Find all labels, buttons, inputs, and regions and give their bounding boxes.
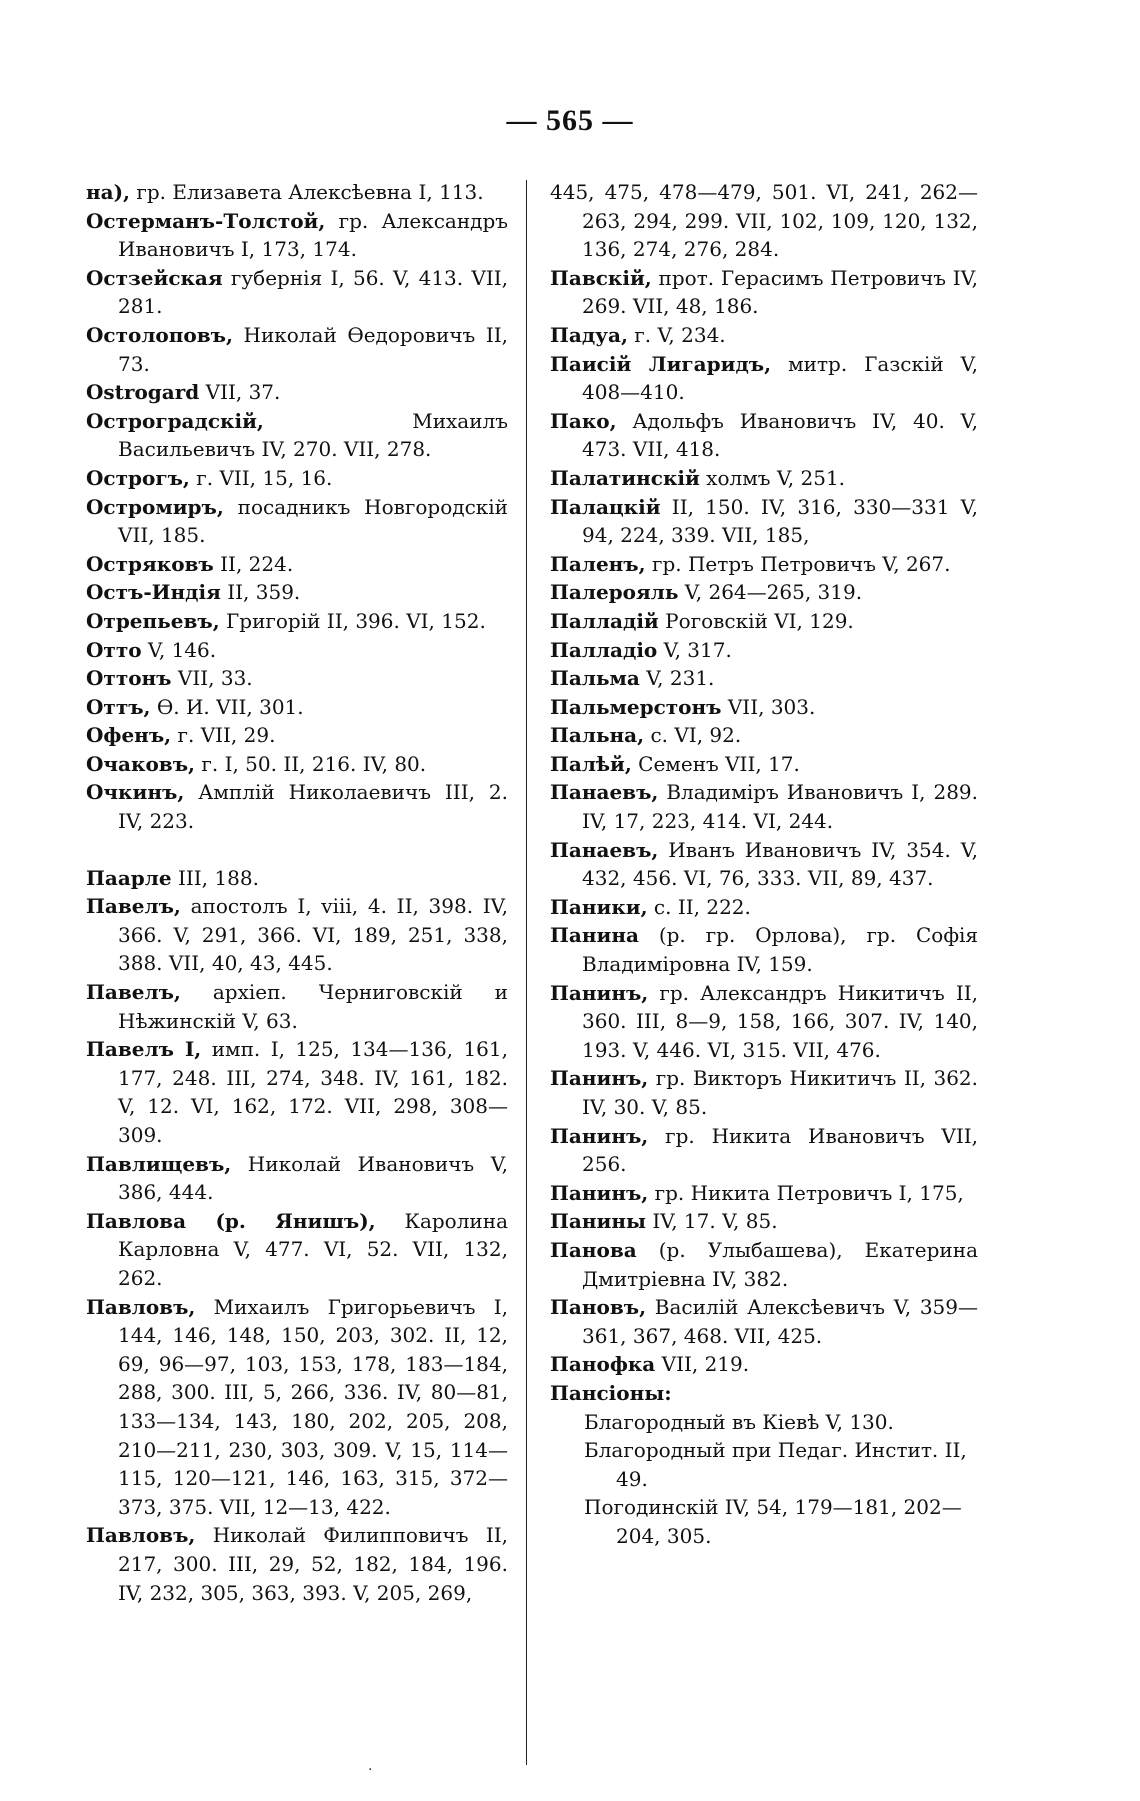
index-entry — [86, 1521, 508, 1607]
index-entry — [550, 1236, 978, 1293]
index-entry — [86, 264, 508, 321]
section-gap — [86, 836, 508, 864]
index-entry — [550, 178, 978, 264]
entry-references: Адольфъ Ивановичъ IV, 40. V, 473. VII, 418. — [582, 408, 978, 462]
entry-references: II, 359. — [220, 580, 301, 605]
index-entry — [86, 693, 508, 722]
index-entry — [550, 921, 978, 978]
entry-headword: Палерояль — [550, 580, 679, 605]
index-entry — [86, 578, 508, 607]
entry-references: гр. Елизавета Алексѣевна I, 113. — [130, 180, 484, 204]
entry-headword: Остъ-Индія — [86, 580, 221, 605]
entry-references: VII, 303. — [721, 694, 816, 719]
entry-references: Владиміръ Ивановичъ I, 289. IV, 17, 223, 414. VI, 244. — [582, 780, 978, 834]
sub-entry: Благородный при Педаг. Инстит. II, 49. — [584, 1438, 967, 1491]
entry-references: Ѳ. И. VII, 301. — [150, 694, 304, 719]
entry-references: с. VI, 92. — [644, 723, 742, 748]
index-entry — [86, 864, 508, 893]
index-entry — [86, 721, 508, 750]
entry-references: с. II, 222. — [647, 894, 751, 919]
index-entry — [550, 264, 978, 321]
entry-headword: Пансіоны: — [550, 1380, 672, 1405]
entry-headword: Остроградскій, — [86, 408, 264, 433]
index-entry — [550, 464, 978, 493]
entry-references: гр. Александръ Ивановичъ I, 173, 174. — [118, 208, 508, 262]
entry-headword: Очаковъ, — [86, 751, 196, 776]
index-entry — [86, 550, 508, 579]
entry-references: имп. I, 125, 134—136, 161, 177, 248. III, 274, 348. IV, 161, 182. V, 12. VI, 162, 172. VII, 298, 308—309. — [118, 1037, 508, 1147]
entry-headword: Пальма — [550, 666, 640, 691]
entry-headword: Остерманъ-Толстой, — [86, 208, 326, 233]
entry-headword: Офенъ, — [86, 723, 172, 748]
index-entry — [550, 836, 978, 893]
entry-headword: Паарле — [86, 865, 172, 890]
entry-headword: Панова — [550, 1237, 637, 1262]
entry-headword: Панина — [550, 923, 639, 948]
entry-headword: Палладіо — [550, 637, 658, 662]
entry-headword: Панаевъ, — [550, 837, 659, 862]
sub-entry: Благородный въ Кіевѣ V, 130. — [584, 1409, 894, 1434]
entry-headword: Оттъ, — [86, 694, 151, 719]
entry-headword: на), — [86, 180, 131, 204]
entry-headword: Паленъ, — [550, 551, 646, 576]
entry-headword: Павелъ I, — [86, 1037, 202, 1062]
index-entry — [550, 778, 978, 835]
entry-references: Роговскій VI, 129. — [658, 608, 854, 633]
entry-headword: Панофка — [550, 1352, 656, 1377]
index-entry — [550, 550, 978, 579]
index-entry — [550, 493, 978, 550]
index-entry — [86, 1293, 508, 1522]
entry-references: 445, 475, 478—479, 501. VI, 241, 262—263, 294, 299. VII, 102, 109, 120, 132, 136, 274, 276, 284. — [550, 180, 978, 262]
entry-headword: Паники, — [550, 894, 648, 919]
entry-headword: Павловъ, — [86, 1294, 196, 1319]
index-entry — [550, 1379, 978, 1408]
index-entry — [550, 721, 978, 750]
entry-references: гр. Петръ Петровичъ V, 267. — [645, 551, 951, 576]
entry-headword: Пальмерстонъ — [550, 694, 722, 719]
entry-references: митр. Газскій V, 408—410. — [582, 351, 978, 405]
index-entry — [550, 350, 978, 407]
entry-references: V, 231. — [639, 666, 715, 691]
entry-references: холмъ V, 251. — [699, 465, 846, 490]
index-entry — [550, 893, 978, 922]
index-entry — [86, 607, 508, 636]
entry-headword: Отрепьевъ, — [86, 608, 220, 633]
index-entry — [86, 207, 508, 264]
entry-references: Семенъ VII, 17. — [631, 751, 800, 776]
entry-headword: Павлищевъ, — [86, 1151, 232, 1176]
index-entry — [550, 1350, 978, 1379]
index-entry — [86, 321, 508, 378]
index-entry — [550, 979, 978, 1065]
index-entry — [86, 407, 508, 464]
index-entry — [86, 778, 508, 835]
entry-references: архіеп. Черниговскій и Нѣжинскій V, 63. — [118, 980, 508, 1033]
entry-references: губернія I, 56. V, 413. VII, 281. — [118, 265, 508, 319]
entry-headword: Панинъ, — [550, 980, 649, 1005]
entry-headword: Паисій Лигаридъ, — [550, 351, 772, 376]
index-entry — [86, 464, 508, 493]
entry-headword: Павлова (р. Янишъ), — [86, 1208, 376, 1233]
entry-references: V, 264—265, 319. — [678, 580, 863, 605]
entry-references: II, 150. IV, 316, 330—331 V, 94, 224, 339. VII, 185, — [582, 494, 978, 548]
entry-headword: Пановъ, — [550, 1295, 647, 1320]
entry-headword: Панины — [550, 1209, 647, 1234]
entry-headword: Остзейская — [86, 265, 223, 290]
entry-headword: Падуа, — [550, 322, 628, 347]
entry-references: IV, 17. V, 85. — [646, 1209, 778, 1234]
index-entry — [86, 1035, 508, 1149]
entry-references: г. VII, 15, 16. — [189, 465, 333, 490]
entry-headword: Павелъ, — [86, 894, 181, 919]
entry-references: г. V, 234. — [627, 322, 726, 347]
index-entry — [86, 1207, 508, 1293]
index-entry — [86, 664, 508, 693]
entry-headword: Палацкій — [550, 494, 661, 519]
index-entry — [550, 578, 978, 607]
entry-references: II, 224. — [213, 551, 294, 576]
entry-references: V, 146. — [141, 637, 217, 662]
entry-references: Григорій II, 396. VI, 152. — [219, 608, 486, 633]
index-entry — [550, 407, 978, 464]
entry-references: гр. Никита Петровичъ I, 175, — [648, 1180, 964, 1205]
stray-mark: · — [368, 1762, 373, 1778]
entry-references: гр. Александръ Никитичъ II, 360. III, 8—9, 158, 166, 307. IV, 140, 193. V, 446. VI, 315. VII, 476. — [582, 980, 978, 1062]
entry-references: посадникъ Новгородскій VII, 185. — [118, 494, 508, 548]
index-entry — [86, 636, 508, 665]
entry-references: Амплій Николаевичъ III, 2. IV, 223. — [118, 780, 508, 834]
entry-headword: Павелъ, — [86, 980, 181, 1005]
index-entry — [550, 1293, 978, 1350]
right-column — [550, 178, 978, 1551]
entry-references: гр. Никита Ивановичъ VII, 256. — [582, 1123, 978, 1177]
page-number: — 565 — — [506, 104, 634, 137]
entry-headword: Острогъ, — [86, 465, 190, 490]
entry-references: Михаилъ Васильевичъ IV, 270. VII, 278. — [118, 408, 508, 462]
entry-references: Каролина Карловна V, 477. VI, 52. VII, 132, 262. — [118, 1208, 508, 1290]
entry-headword: Палатинскій — [550, 465, 700, 490]
entry-headword: Ostrogard — [86, 380, 200, 405]
entry-headword: Пако, — [550, 408, 617, 433]
entry-headword: Павловъ, — [86, 1523, 196, 1548]
index-entry — [86, 1150, 508, 1207]
entry-headword: Панинъ, — [550, 1066, 649, 1091]
entry-headword: Палладій — [550, 608, 659, 633]
entry-headword: Панинъ, — [550, 1123, 649, 1148]
index-entry — [86, 178, 508, 207]
entry-references: Николай Ивановичъ V, 386, 444. — [118, 1151, 508, 1205]
entry-references: Иванъ Ивановичъ IV, 354. V, 432, 456. VI, 76, 333. VII, 89, 437. — [582, 837, 978, 891]
index-entry — [550, 664, 978, 693]
index-entry — [550, 321, 978, 350]
index-entry — [550, 1064, 978, 1121]
index-entry — [86, 892, 508, 978]
index-entry — [550, 607, 978, 636]
left-column — [86, 178, 508, 1607]
entry-references: прот. Герасимъ Петровичъ IV, 269. VII, 48, 186. — [582, 265, 978, 319]
index-entry — [550, 1179, 978, 1208]
entry-headword: Остолоповъ, — [86, 322, 233, 347]
entry-headword: Панинъ, — [550, 1180, 649, 1205]
entry-references: гр. Викторъ Никитичъ II, 362. IV, 30. V, 85. — [582, 1066, 978, 1119]
entry-headword: Палѣй, — [550, 751, 632, 776]
entry-references: VII, 37. — [199, 380, 281, 405]
index-entry — [550, 636, 978, 665]
entry-headword: Панаевъ, — [550, 780, 659, 805]
entry-references: VII, 219. — [655, 1352, 750, 1377]
entry-references: г. I, 50. II, 216. IV, 80. — [195, 751, 427, 776]
entry-references: (р. гр. Орлова), гр. Софія Владиміровна IV, 159. — [582, 923, 978, 977]
entry-headword: Очкинъ, — [86, 780, 185, 805]
entry-headword: Пальна, — [550, 723, 645, 748]
entry-references: Николай Ѳедоровичъ II, 73. — [118, 322, 508, 376]
entry-headword: Отто — [86, 637, 142, 662]
entry-references: Василій Алексѣевичъ V, 359—361, 367, 468. VII, 425. — [582, 1295, 978, 1348]
entry-references: VII, 33. — [171, 666, 253, 691]
entry-headword: Павскій, — [550, 265, 652, 290]
entry-references: V, 317. — [657, 637, 732, 662]
index-entry — [550, 750, 978, 779]
index-entry — [86, 750, 508, 779]
entry-references: апостолъ I, viii, 4. II, 398. IV, 366. V, 291, 366. VI, 189, 251, 338, 388. VII, 40, 43, 445. — [118, 894, 508, 976]
entry-references: г. VII, 29. — [171, 723, 276, 748]
index-entry — [550, 1122, 978, 1179]
index-entry — [86, 493, 508, 550]
index-entry — [86, 378, 508, 407]
entry-headword: Оттонъ — [86, 666, 172, 691]
column-divider — [526, 180, 527, 1765]
index-entry — [550, 693, 978, 722]
entry-references: Михаилъ Григорьевичъ I, 144, 146, 148, 150, 203, 302. II, 12, 69, 96—97, 103, 153, 178, 183—184, 288, 300. III, 5, 266, 336. IV, 80—81, 133—134, 143, 180, 202, 205, 208, 210—211, 230, 303, 309. V, 15, 114—115, 120—121, 146, 163, 315, 372—373, 375. VII, 12—13, 422. — [118, 1294, 508, 1519]
entry-references: III, 188. — [171, 865, 259, 890]
index-entry — [86, 978, 508, 1035]
index-entry — [550, 1207, 978, 1236]
entry-headword: Остромиръ, — [86, 494, 224, 519]
entry-references: Николай Филипповичъ II, 217, 300. III, 29, 52, 182, 184, 196. IV, 232, 305, 363, 393. V, 205, 269, — [118, 1523, 508, 1605]
entry-references: (р. Улыбашева), Екатерина Дмитріевна IV, 382. — [582, 1237, 978, 1291]
sub-entry: Погодинскій IV, 54, 179—181, 202—204, 305. — [584, 1495, 962, 1548]
entry-headword: Остряковъ — [86, 551, 214, 576]
